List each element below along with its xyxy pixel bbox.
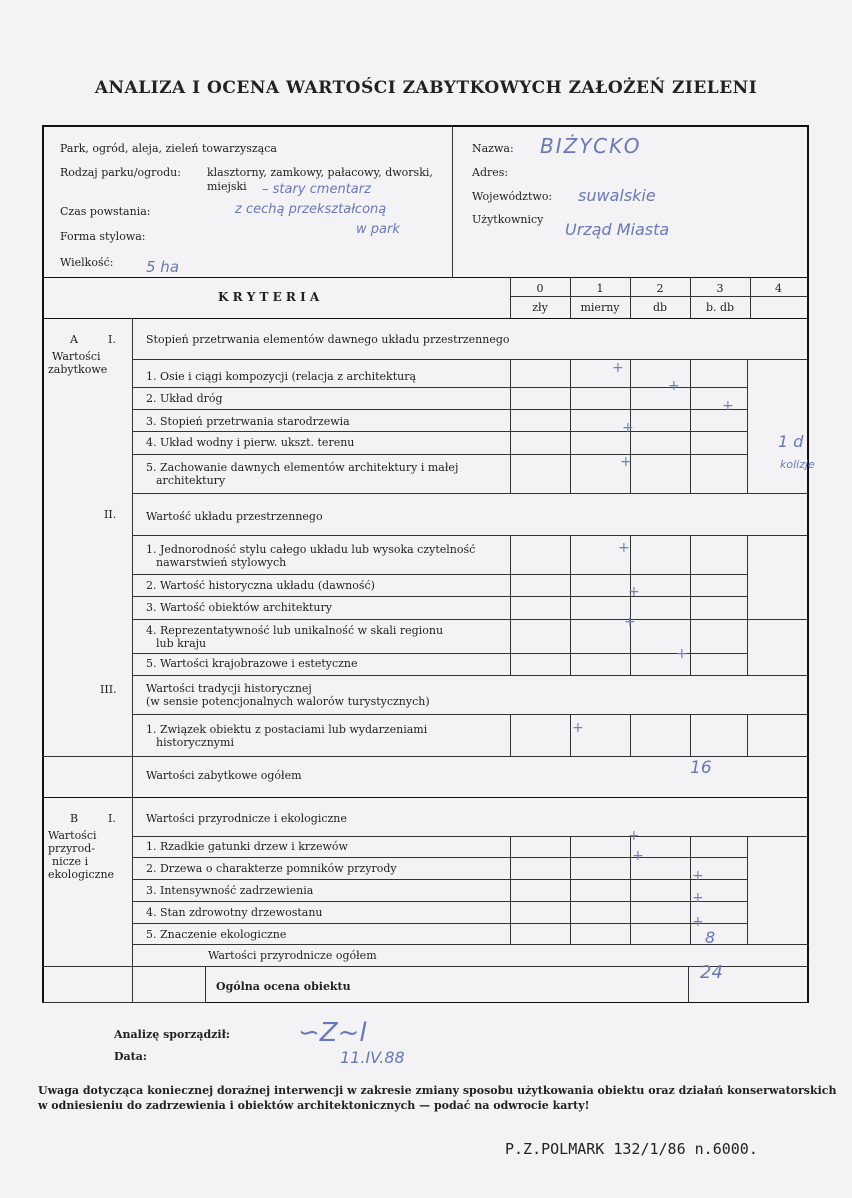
- b1-row-4-line: [132, 923, 747, 924]
- a3-roman: III.: [100, 683, 117, 696]
- uwaga-line-2: w odniesieniu do zadrzewienia i obiektów architektonicznych — podać na odwrocie karty!: [38, 1099, 590, 1112]
- frame-right: [807, 125, 809, 1003]
- b1-item-2: 2. Drzewa o charakterze pomników przyrody: [146, 862, 397, 875]
- a3-col-0: [510, 714, 511, 756]
- handwritten-wielkosc: 5 ha: [146, 258, 180, 276]
- grade-3-label: b. db: [705, 301, 735, 314]
- a2-item-4b: lub kraju: [156, 637, 207, 650]
- b1-item-4: 4. Stan zdrowotny drzewostanu: [146, 906, 323, 919]
- b1-title: Wartości przyrodnicze i ekologiczne: [146, 812, 347, 825]
- a1-item-3: 3. Stopień przetrwania starodrzewia: [146, 415, 350, 428]
- handwritten-b-total: 8: [705, 928, 716, 947]
- a2-col-0: [510, 535, 511, 675]
- mark-plus-6: +: [618, 540, 630, 556]
- grade-3-num: 3: [716, 282, 724, 295]
- grade-1-label: mierny: [580, 301, 620, 314]
- grade-0-label: zły: [532, 301, 548, 314]
- a2-col-1: [570, 535, 571, 675]
- mark-plus-10: +: [572, 720, 584, 736]
- a1-col-3: [690, 359, 691, 493]
- a1-item-5b: architektury: [156, 474, 226, 487]
- a2-item-5: 5. Wartości krajobrazowe i estetyczne: [146, 657, 358, 670]
- mark-plus-15: +: [692, 914, 704, 930]
- mark-plus-12: +: [632, 848, 644, 864]
- a2-col-4: [747, 535, 748, 675]
- mark-plus-4: +: [622, 420, 634, 436]
- uwaga-line-1: Uwaga dotycząca koniecznej doraźnej interwencji w zakresie zmiany sposobu użytkowania obiektu oraz działań konserwatorskich: [38, 1084, 837, 1097]
- frame-bottom-left: [42, 1002, 205, 1003]
- overall-left: [205, 966, 206, 1003]
- section-a-roman: I.: [108, 333, 116, 346]
- section-a-name-1: Wartości: [52, 350, 101, 363]
- header-divider: [452, 127, 453, 277]
- grade-header-mid: [510, 296, 807, 297]
- grade-2-num: 2: [656, 282, 664, 295]
- a1-row-1-line: [132, 387, 747, 388]
- kryteria-label: K R Y T E R I A: [218, 290, 320, 304]
- handwritten-note-1: – stary cmentarz: [262, 182, 371, 197]
- a3-col-2: [630, 714, 631, 756]
- a2-row-1-line: [132, 574, 747, 575]
- kryteria-bottom: [42, 318, 809, 319]
- a3-col-3: [690, 714, 691, 756]
- hdr-col-4: [750, 277, 751, 318]
- a1-col-4: [747, 359, 748, 493]
- adres-label: Adres:: [472, 166, 509, 179]
- a1-item-2: 2. Układ dróg: [146, 392, 223, 405]
- wielkosc-label: Wielkość:: [60, 256, 114, 269]
- uzytkownicy-label: Użytkownicy: [472, 213, 544, 226]
- handwritten-date: 11.IV.88: [340, 1048, 405, 1067]
- section-b-name-4: ekologiczne: [48, 868, 115, 881]
- b-total-bottom: [42, 966, 809, 967]
- overall-value-divider: [688, 966, 689, 1003]
- page-title: ANALIZA I OCENA WARTOŚCI ZABYTKOWYCH ZAŁOŻEŃ ZIELENI: [94, 78, 758, 98]
- b1-item-5: 5. Znaczenie ekologiczne: [146, 928, 287, 941]
- park-label: Park, ogród, aleja, zieleń towarzysząca: [60, 142, 277, 155]
- a3-col-1: [570, 714, 571, 756]
- b1-col-4: [747, 836, 748, 944]
- handwritten-nazwa: BIŻYCKO: [540, 134, 642, 158]
- mark-plus-1: +: [612, 360, 624, 376]
- a2-row-2-line: [132, 596, 747, 597]
- section-b-name-1: Wartości: [48, 829, 97, 842]
- b1-col-2: [630, 836, 631, 944]
- b1-col-0: [510, 836, 511, 944]
- handwritten-wojewodztwo: suwalskie: [578, 186, 656, 205]
- handwritten-note-3: w park: [356, 222, 400, 237]
- b1-row-3-line: [132, 901, 747, 902]
- czas-label: Czas powstania:: [60, 205, 151, 218]
- section-b-name-3: nicze i: [52, 855, 89, 868]
- mark-plus-5: +: [620, 454, 632, 470]
- a2-item-3: 3. Wartość obiektów architektury: [146, 601, 332, 614]
- section-b-letter: B: [70, 812, 79, 825]
- section-b-name-2: przyrod-: [48, 842, 95, 855]
- nazwa-label: Nazwa:: [472, 142, 514, 155]
- b1-col-3: [690, 836, 691, 944]
- hdr-col-3: [690, 277, 691, 318]
- a1-item-1: 1. Osie i ciągi kompozycji (relacja z architekturą: [146, 370, 417, 383]
- b1-item-1: 1. Rzadkie gatunki drzew i krzewów: [146, 840, 348, 853]
- a2-item-4: 4. Reprezentatywność lub unikalność w skali regionu: [146, 624, 444, 637]
- handwritten-signature: ∽Z~l: [298, 1018, 367, 1048]
- grade-2-label: db: [652, 301, 668, 314]
- b1-row-2-line: [132, 879, 747, 880]
- grade-0-num: 0: [536, 282, 544, 295]
- handwritten-a-total: 16: [690, 758, 712, 778]
- grade-1-num: 1: [596, 282, 604, 295]
- a2-item-1b: nawarstwień stylowych: [156, 556, 287, 569]
- frame-left: [42, 125, 44, 1003]
- a3-title-1: Wartości tradycji historycznej: [146, 682, 312, 695]
- a2-title: Wartość układu przestrzennego: [146, 510, 323, 523]
- a2-bottom: [132, 675, 807, 676]
- mark-plus-14: +: [692, 890, 704, 906]
- a3-col-4: [747, 714, 748, 756]
- a2-roman: II.: [104, 508, 117, 521]
- mark-plus-3: +: [722, 398, 734, 414]
- handwritten-margin-2: kolizje: [780, 458, 815, 471]
- a-total-bottom: [42, 797, 809, 798]
- a-total-label: Wartości zabytkowe ogółem: [146, 769, 302, 782]
- b1-row-1-line: [132, 857, 747, 858]
- rodzaj-label: Rodzaj parku/ogrodu:: [60, 166, 181, 179]
- data-label: Data:: [114, 1050, 147, 1063]
- b1-item-3: 3. Intensywność zadrzewienia: [146, 884, 314, 897]
- print-code: P.Z.POLMARK 132/1/86 n.6000.: [505, 1140, 758, 1158]
- section-a-name-2: zabytkowe: [48, 363, 108, 376]
- overall-bottom: [205, 1002, 809, 1003]
- a3-item-1b: historycznymi: [156, 736, 234, 749]
- a3-item-1: 1. Związek obiektu z postaciami lub wydarzeniami: [146, 723, 428, 736]
- a3-title-2: (w sensie potencjonalnych walorów turystycznych): [146, 695, 430, 708]
- b-total-label: Wartości przyrodnicze ogółem: [208, 949, 377, 962]
- a1-title: Stopień przetrwania elementów dawnego układu przestrzennego: [146, 333, 510, 346]
- analize-label: Analizę sporządził:: [114, 1028, 230, 1041]
- a1-col-0: [510, 359, 511, 493]
- a1-bottom: [132, 493, 807, 494]
- a1-row-3-line: [132, 431, 747, 432]
- a2-title-bottom: [132, 535, 807, 536]
- rodzaj-options: klasztorny, zamkowy, pałacowy, dworski,: [207, 166, 433, 179]
- hdr-col-2: [630, 277, 631, 318]
- a1-col-1: [570, 359, 571, 493]
- handwritten-uzytkownicy: Urząd Miasta: [565, 220, 670, 239]
- a3-bottom: [42, 756, 809, 757]
- a1-row-4-line: [132, 454, 747, 455]
- a2-col-2: [630, 535, 631, 675]
- a1-title-bottom: [132, 359, 807, 360]
- a2-item-2: 2. Wartość historyczna układu (dawność): [146, 579, 375, 592]
- grade-4-num: 4: [775, 282, 782, 295]
- a1-item-5: 5. Zachowanie dawnych elementów architektury i małej: [146, 461, 459, 474]
- a2-col-3: [690, 535, 691, 675]
- overall-label: Ogólna ocena obiektu: [216, 980, 351, 993]
- a2-row-3-line: [132, 619, 807, 620]
- a2-row-4-line: [132, 653, 747, 654]
- a1-row-2-line: [132, 409, 747, 410]
- handwritten-note-2: z cechą przekształconą: [235, 202, 387, 217]
- header-bottom: [42, 277, 809, 278]
- mark-plus-2: +: [668, 378, 680, 394]
- rodzaj-options-2: miejski: [207, 180, 247, 193]
- hdr-col-1: [570, 277, 571, 318]
- mark-plus-9: +: [676, 646, 688, 662]
- mark-plus-11: +: [628, 828, 640, 844]
- mark-plus-8: +: [624, 614, 636, 630]
- section-b-roman: I.: [108, 812, 116, 825]
- mark-plus-7: +: [628, 584, 640, 600]
- section-a-letter: A: [70, 333, 78, 346]
- hdr-col-0: [510, 277, 511, 318]
- wojewodztwo-label: Województwo:: [472, 190, 553, 203]
- frame-top: [42, 125, 809, 127]
- forma-label: Forma stylowa:: [60, 230, 146, 243]
- b1-col-1: [570, 836, 571, 944]
- handwritten-overall: 24: [700, 962, 723, 983]
- a2-item-1: 1. Jednorodność stylu całego układu lub wysoka czytelność: [146, 543, 476, 556]
- b1-title-bottom: [132, 836, 807, 837]
- a1-item-4: 4. Układ wodny i pierw. ukszt. terenu: [146, 436, 355, 449]
- a3-title-bottom: [132, 714, 807, 715]
- mark-plus-13: +: [692, 868, 704, 884]
- handwritten-margin-1: 1 d: [778, 432, 804, 451]
